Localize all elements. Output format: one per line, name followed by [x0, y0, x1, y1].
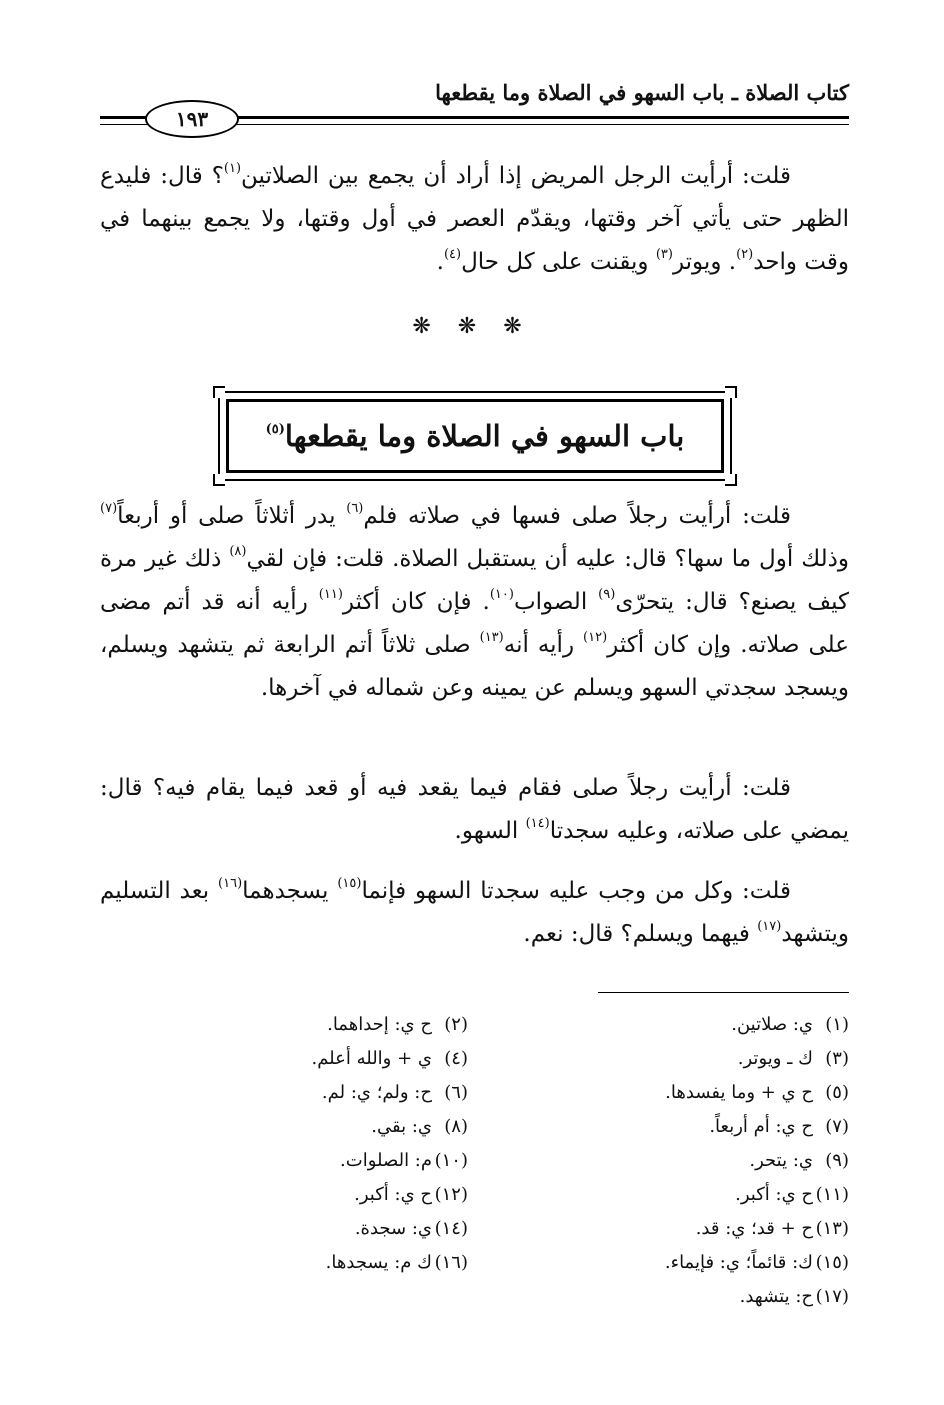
footnote: (١٢)ح ي: أكبر. [354, 1184, 468, 1205]
footnote: (١٣)ح + قد؛ ي: قد. [695, 1218, 849, 1239]
footnote: (٩)ي: يتحر. [749, 1150, 849, 1171]
paragraph-text: صلى ثلاثاً أتم الرابعة ثم يتشهد ويسلم، ويسجد سجدتي السهو ويسلم عن يمينه وعن شماله في آخرها. [100, 632, 849, 701]
footnote-ref: (٩) [598, 587, 616, 603]
footnote-ref: (٧) [100, 501, 118, 517]
footnote-ref: (٨) [229, 544, 247, 560]
paragraph-4 [100, 870, 849, 956]
paragraph-text: قلت: أرأيت رجلاً صلى فقام فيما يقعد فيه أو قعد فيما يقام فيه؟ قال: يمضي على صلاته، وعليه سجدتا [100, 775, 849, 844]
chapter-heading-frame [218, 391, 732, 481]
footnote: (١١)ح ي: أكبر. [735, 1184, 849, 1205]
paragraph-text: قلت: أرأيت الرجل المريض إذا أراد أن يجمع بين الصلاتين [241, 163, 791, 189]
footnote-ref: (١٤) [525, 816, 550, 832]
paragraph-text: الصواب [513, 589, 599, 615]
footnote-ref: (٦) [346, 501, 364, 517]
footnote: (٥)ح ي + وما يفسدها. [665, 1082, 849, 1103]
paragraph-text: السهو. [454, 818, 526, 844]
footnote: (١)ي: صلاتين. [731, 1014, 849, 1035]
section-separator: ❋ ❋ ❋ [412, 314, 532, 339]
footnote-ref: (١٧) [757, 919, 782, 935]
footnote-ref: (١٢) [583, 630, 608, 646]
paragraph-3 [100, 767, 849, 853]
paragraph-text: بعد التسليم ويتشهد [100, 878, 849, 947]
footnote: (١٥)ك: قائماً؛ ي: فإيماء. [664, 1252, 849, 1273]
paragraph-text: رأيه أنه قد أتم مضى على صلاته. وإن كان أكثر [100, 589, 849, 658]
paragraph-text: ذلك غير مرة كيف يصنع؟ قال: يتحرّى [100, 546, 849, 615]
footnote: (٣)ك ـ ويوتر. [737, 1048, 849, 1069]
footnote-ref: (١٦) [218, 876, 243, 892]
paragraph-text: وذلك أول ما سها؟ قال: عليه أن يستقبل الصلاة. قلت: فإن لقي [246, 546, 849, 572]
footnote-rule [598, 992, 849, 993]
footnote-ref: (١٠) [489, 587, 514, 603]
chapter-title: باب السهو في الصلاة وما يقطعها$^{(٥)}$ [265, 419, 685, 453]
footnotes-left-column [208, 1008, 468, 1280]
footnotes-right-column [549, 1008, 849, 1314]
paragraph-text: ؟ قال: فليدع الظهر حتى يأتي آخر وقتها، ويقدّم العصر في أول وقتها، ولا يجمع بينهما في وقت واحد [100, 163, 849, 275]
footnote: (١٠)م: الصلوات. [340, 1150, 468, 1171]
footnote: (١٧)ح: يتشهد. [739, 1286, 849, 1307]
footnote-ref: (١٥) [337, 876, 362, 892]
footnote-ref: (١١) [318, 587, 343, 603]
paragraph-text: فيهما ويسلم؟ قال: نعم. [523, 921, 758, 947]
paragraph-2 [100, 495, 849, 710]
footnote-ref: (١) [223, 161, 242, 177]
paragraph-text: ويقنت على كل حال [461, 249, 656, 275]
footnote-ref: (٣) [655, 247, 673, 263]
footnote: (٤)ي + والله أعلم. [311, 1048, 468, 1069]
page-number: ١٩٣ [145, 100, 239, 138]
paragraph-text: . فإن كان أكثر [342, 589, 490, 615]
footnote: (٨)ي: بقي. [371, 1116, 468, 1137]
paragraph-text: رأيه أنه [503, 632, 584, 658]
paragraph-text: قلت: وكل من وجب عليه سجدتا السهو فإنما [361, 878, 791, 904]
footnote-ref: (١٣) [479, 630, 504, 646]
paragraph-text: . ويوتر [672, 249, 737, 275]
paragraph-text: يدر أثلاثاً صلى أو أربعاً [117, 503, 347, 529]
paragraph-text: قلت: أرأيت رجلاً صلى فسها في صلاته فلم [363, 503, 792, 529]
footnote: (١٦)ك م: يسجدها. [325, 1252, 468, 1273]
footnote: (١٤)ي: سجدة. [354, 1218, 468, 1239]
running-title: كتاب الصلاة ـ باب السهو في الصلاة وما يقطعها [435, 80, 849, 105]
footnote-ref: (٢) [736, 247, 754, 263]
footnote-ref: (٤) [443, 247, 462, 263]
paragraph-text: . [436, 249, 444, 275]
footnote: (٢)ح ي: إحداهما. [327, 1014, 468, 1035]
paragraph-text: يسجدهما [242, 878, 338, 904]
footnote: (٧)ح ي: أم أربعاً. [709, 1116, 849, 1137]
footnote-ref: (٥) [265, 422, 285, 438]
paragraph-1 [100, 155, 849, 284]
footnote: (٦)ح: ولم؛ ي: لم. [321, 1082, 468, 1103]
